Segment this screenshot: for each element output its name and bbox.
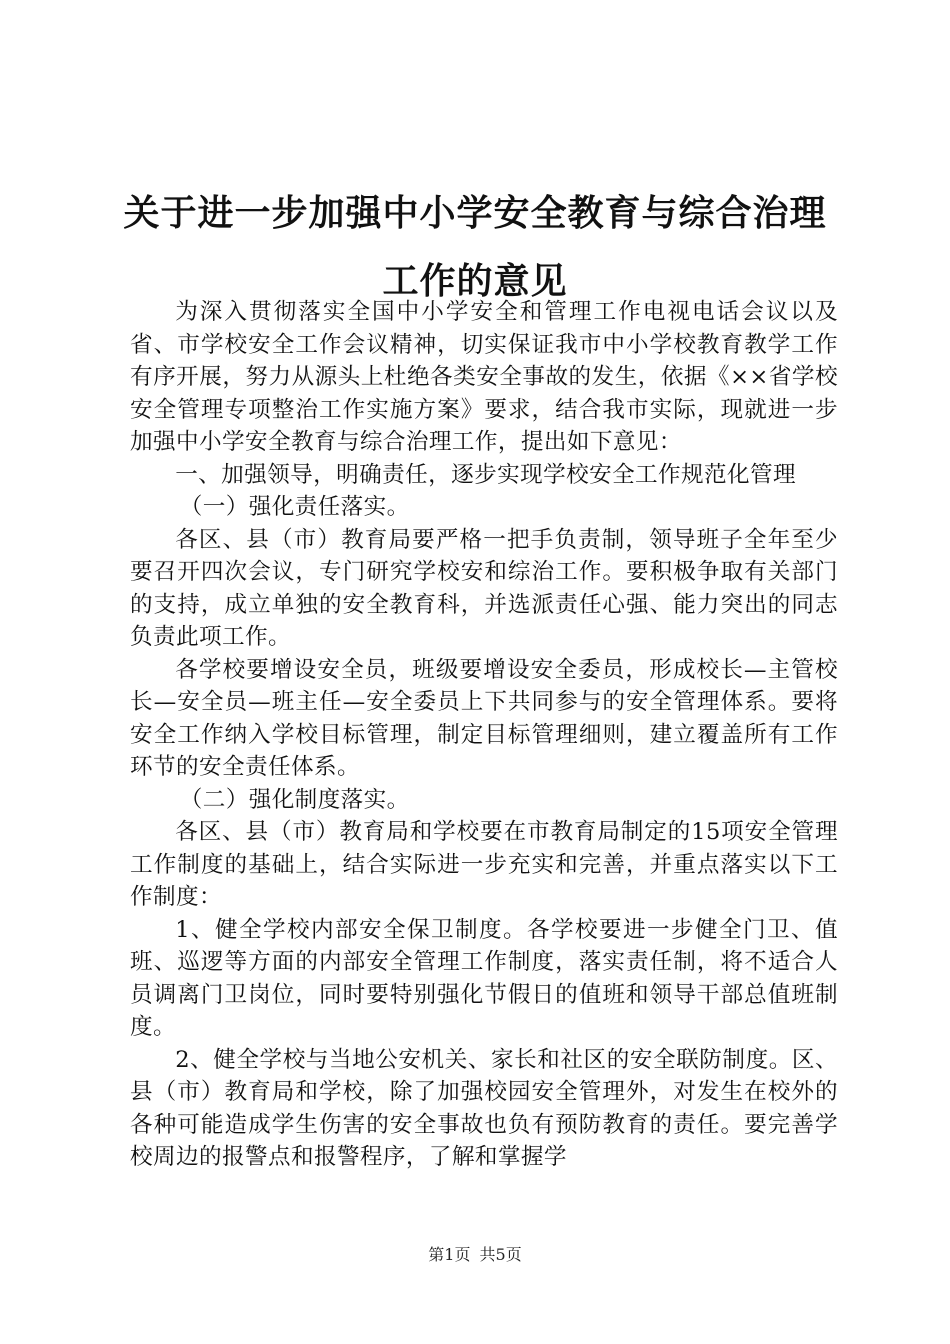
document-title: 关于进一步加强中小学安全教育与综合治理工作的意见 bbox=[123, 193, 827, 302]
page-number: 第1页 bbox=[428, 1245, 471, 1264]
paragraph-intro: 为深入贯彻落实全国中小学安全和管理工作电视电话会议以及省、市学校安全工作会议精神，切实保证我市中小学校教育教学工作有序开展，努力从源头上杜绝各类安全事故的发生，依据《××省学校安全管理专项整治工作实施方案》要求，结合我市实际，现就进一步加强中小学安全教育与综合治理工作，提出如下意见： bbox=[130, 299, 838, 455]
subsection-heading-1: （一）强化责任落实。 bbox=[179, 494, 410, 520]
paragraph: 各学校要增设安全员，班级要增设安全委员，形成校长—主管校长—安全员—班主任—安全委员上下共同参与的安全管理体系。要将安全工作纳入学校目标管理，制定目标管理细则，建立覆盖所有工作环节的安全责任体系。 bbox=[130, 656, 838, 780]
paragraph: 各区、县（市）教育局要严格一把手负责制，领导班子全年至少要召开四次会议，专门研究学校安和综治工作。要积极争取有关部门的支持，成立单独的安全教育科，并选派责任心强、能力突出的同志负责此项工作。 bbox=[130, 526, 838, 650]
subsection-heading-2: （二）强化制度落实。 bbox=[179, 786, 410, 813]
list-item-1: 1、健全学校内部安全保卫制度。各学校要进一步健全门卫、值班、巡逻等方面的内部安全管理工作制度，落实责任制，将不适合人员调离门卫岗位，同时要特别强化节假日的值班和领导干部总值班制度。 bbox=[130, 916, 838, 1040]
section-heading-1: 一、加强领导，明确责任，逐步实现学校安全工作规范化管理 bbox=[175, 461, 797, 488]
document-body bbox=[130, 296, 838, 1174]
page-footer bbox=[0, 1244, 950, 1266]
paragraph: 各区、县（市）教育局和学校要在市教育局制定的15项安全管理工作制度的基础上，结合实际进一步充实和完善，并重点落实以下工作制度： bbox=[130, 819, 838, 910]
page-total: 共5页 bbox=[479, 1245, 522, 1264]
list-item-2: 2、健全学校与当地公安机关、家长和社区的安全联防制度。区、县（市）教育局和学校，除了加强校园安全管理外，对发生在校外的各种可能造成学生伤害的安全事故也负有预防教育的责任。要完善学校周边的报警点和报警程序，了解和掌握学 bbox=[130, 1046, 838, 1170]
